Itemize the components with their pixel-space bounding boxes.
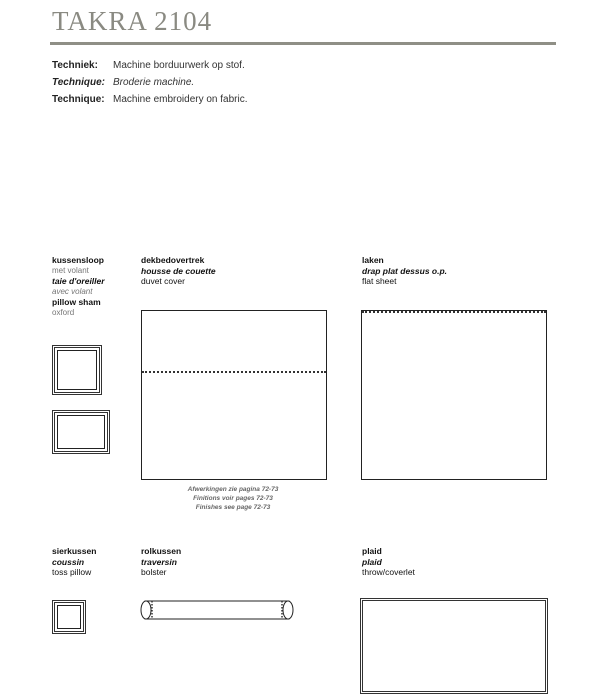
label-en: toss pillow — [52, 567, 92, 577]
technique-value: Machine embroidery on fabric. — [113, 94, 248, 105]
flat-sheet-label — [362, 255, 447, 287]
finishes-nl: Afwerkingen zie pagina 72-73 — [187, 486, 279, 493]
label-nl: sierkussen — [52, 546, 97, 556]
duvet-cover-label — [141, 255, 216, 287]
label-fr: plaid — [362, 556, 382, 567]
technique-line-nl — [52, 60, 245, 72]
label-nl: dekbedovertrek — [141, 255, 205, 265]
label-nl: plaid — [362, 546, 382, 556]
label-en: throw/coverlet — [362, 567, 415, 577]
label-en: bolster — [141, 567, 167, 577]
label-fr-sub: avec volant — [52, 286, 93, 296]
flat-sheet-drawing — [361, 310, 547, 480]
toss-pillow-label — [52, 546, 96, 578]
label-fr: traversin — [141, 556, 177, 567]
label-nl: kussensloop — [52, 255, 104, 265]
technique-line-fr — [52, 77, 194, 89]
technique-value: Broderie machine. — [113, 77, 195, 88]
throw-label — [362, 546, 415, 578]
label-en: pillow sham — [52, 297, 101, 307]
finishes-note — [140, 485, 326, 512]
throw-drawing — [360, 598, 548, 694]
flat-sheet-embroidery-hem — [362, 311, 546, 313]
pillow-sham-square-drawing — [52, 345, 102, 395]
pillow-sham-label — [52, 255, 105, 318]
bolster-drawing — [139, 598, 295, 622]
label-fr: taie d'oreiller — [52, 276, 105, 286]
label-en: flat sheet — [362, 276, 397, 286]
technique-line-en — [52, 94, 248, 106]
label-nl: laken — [362, 255, 384, 265]
page-title: TAKRA 2104 — [52, 6, 213, 36]
technique-label: Technique: — [52, 77, 105, 88]
technique-value: Machine borduurwerk op stof. — [113, 60, 245, 71]
toss-pillow-drawing — [52, 600, 86, 634]
label-fr: coussin — [52, 556, 85, 567]
label-fr: drap plat dessus o.p. — [362, 265, 448, 276]
finishes-fr: Finitions voir pages 72-73 — [193, 495, 273, 502]
title-rule — [50, 42, 556, 45]
bolster-label — [141, 546, 181, 578]
pillow-sham-oxford-drawing — [52, 410, 110, 454]
duvet-cover-embroidery-band — [142, 371, 326, 373]
label-nl: rolkussen — [141, 546, 182, 556]
duvet-cover-drawing — [141, 310, 327, 480]
technique-label: Techniek: — [52, 60, 98, 71]
label-en-sub: oxford — [52, 307, 75, 317]
label-nl-sub: met volant — [52, 265, 89, 275]
label-fr: housse de couette — [141, 265, 216, 276]
technique-label: Technique: — [52, 94, 105, 105]
finishes-en: Finishes see page 72-73 — [195, 504, 271, 511]
label-en: duvet cover — [141, 276, 185, 286]
